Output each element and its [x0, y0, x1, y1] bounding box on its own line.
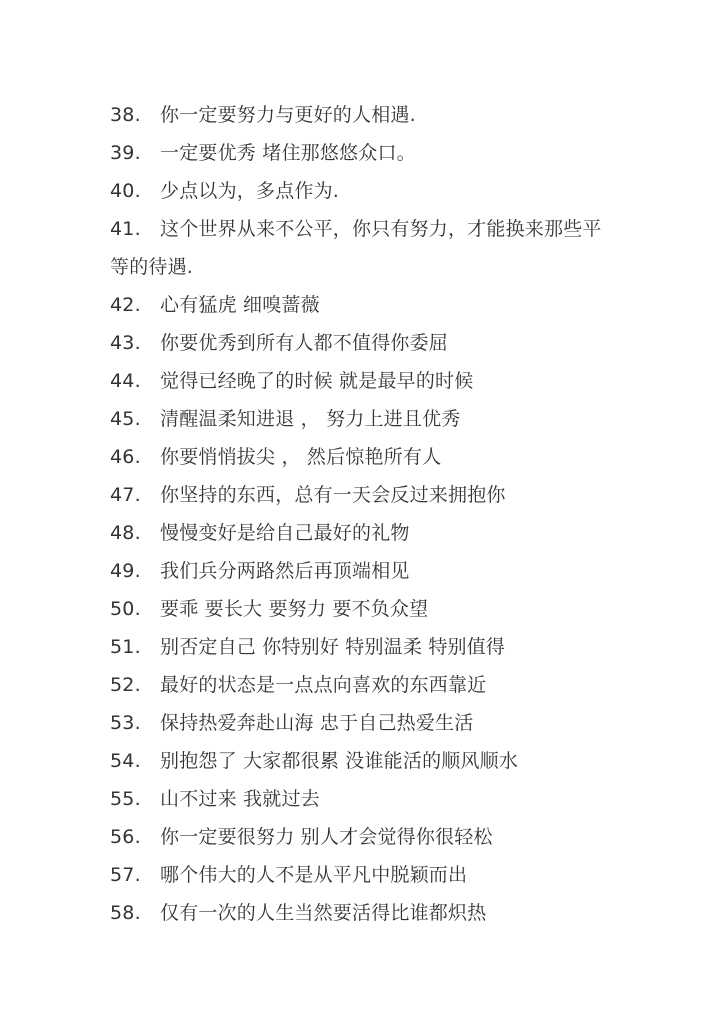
list-item-53 — [110, 704, 630, 742]
list-item-54 — [110, 742, 630, 780]
item-text: 慢慢变好是给自己最好的礼物 — [160, 522, 410, 544]
quote-list — [110, 96, 630, 932]
list-item-56 — [110, 818, 630, 856]
item-text-continuation: 等的待遇. — [110, 256, 194, 278]
item-number: 39. — [110, 142, 141, 164]
item-text: 你一定要努力与更好的人相遇. — [160, 104, 416, 126]
item-text: 你要悄悄拔尖 ， 然后惊艳所有人 — [160, 446, 442, 468]
item-text: 我们兵分两路然后再顶端相见 — [160, 560, 410, 582]
item-text: 你一定要很努力 别人才会觉得你很轻松 — [160, 826, 493, 848]
item-text: 哪个伟大的人不是从平凡中脱颖而出 — [160, 864, 468, 886]
item-text: 别否定自己 你特别好 特别温柔 特别值得 — [160, 636, 506, 658]
list-item-45 — [110, 400, 630, 438]
item-text: 少点以为，多点作为. — [160, 180, 340, 202]
list-item-48 — [110, 514, 630, 552]
list-item-57 — [110, 856, 630, 894]
item-text: 你坚持的东西，总有一天会反过来拥抱你 — [160, 484, 506, 506]
item-number: 57. — [110, 864, 141, 886]
item-number: 42. — [110, 294, 141, 316]
item-text: 保持热爱奔赴山海 忠于自己热爱生活 — [160, 712, 474, 734]
item-text: 一定要优秀 堵住那悠悠众口。 — [160, 142, 416, 164]
list-item-44 — [110, 362, 630, 400]
item-number: 40. — [110, 180, 141, 202]
item-number: 55. — [110, 788, 141, 810]
item-number: 38. — [110, 104, 141, 126]
item-number: 43. — [110, 332, 141, 354]
item-text: 心有猛虎 细嗅蔷薇 — [160, 294, 320, 316]
list-item-42 — [110, 286, 630, 324]
item-number: 44. — [110, 370, 141, 392]
item-number: 49. — [110, 560, 141, 582]
item-number: 52. — [110, 674, 141, 696]
item-number: 45. — [110, 408, 141, 430]
list-item-52 — [110, 666, 630, 704]
list-item-38 — [110, 96, 630, 134]
item-number: 58. — [110, 902, 141, 924]
item-text: 这个世界从来不公平，你只有努力，才能换来那些平 — [160, 218, 602, 240]
list-item-50 — [110, 590, 630, 628]
item-number: 50. — [110, 598, 141, 620]
item-number: 48. — [110, 522, 141, 544]
item-number: 46. — [110, 446, 141, 468]
item-text: 山不过来 我就过去 — [160, 788, 320, 810]
list-item-46 — [110, 438, 630, 476]
list-item-39 — [110, 134, 630, 172]
item-number: 41. — [110, 218, 141, 240]
list-item-55 — [110, 780, 630, 818]
item-number: 47. — [110, 484, 141, 506]
item-number: 53. — [110, 712, 141, 734]
list-item-47 — [110, 476, 630, 514]
item-text: 仅有一次的人生当然要活得比谁都炽热 — [160, 902, 487, 924]
item-number: 56. — [110, 826, 141, 848]
item-number: 51. — [110, 636, 141, 658]
list-item-51 — [110, 628, 630, 666]
item-text: 别抱怨了 大家都很累 没谁能活的顺风顺水 — [160, 750, 519, 772]
item-text: 最好的状态是一点点向喜欢的东西靠近 — [160, 674, 487, 696]
list-item-43 — [110, 324, 630, 362]
item-text: 你要优秀到所有人都不值得你委屈 — [160, 332, 449, 354]
item-text: 清醒温柔知进退 ， 努力上进且优秀 — [160, 408, 461, 430]
item-number: 54. — [110, 750, 141, 772]
list-item-40 — [110, 172, 630, 210]
list-item-41 — [110, 210, 630, 248]
item-text: 要乖 要长大 要努力 要不负众望 — [160, 598, 429, 620]
list-item-49 — [110, 552, 630, 590]
list-item-58 — [110, 894, 630, 932]
item-text: 觉得已经晚了的时候 就是最早的时候 — [160, 370, 474, 392]
